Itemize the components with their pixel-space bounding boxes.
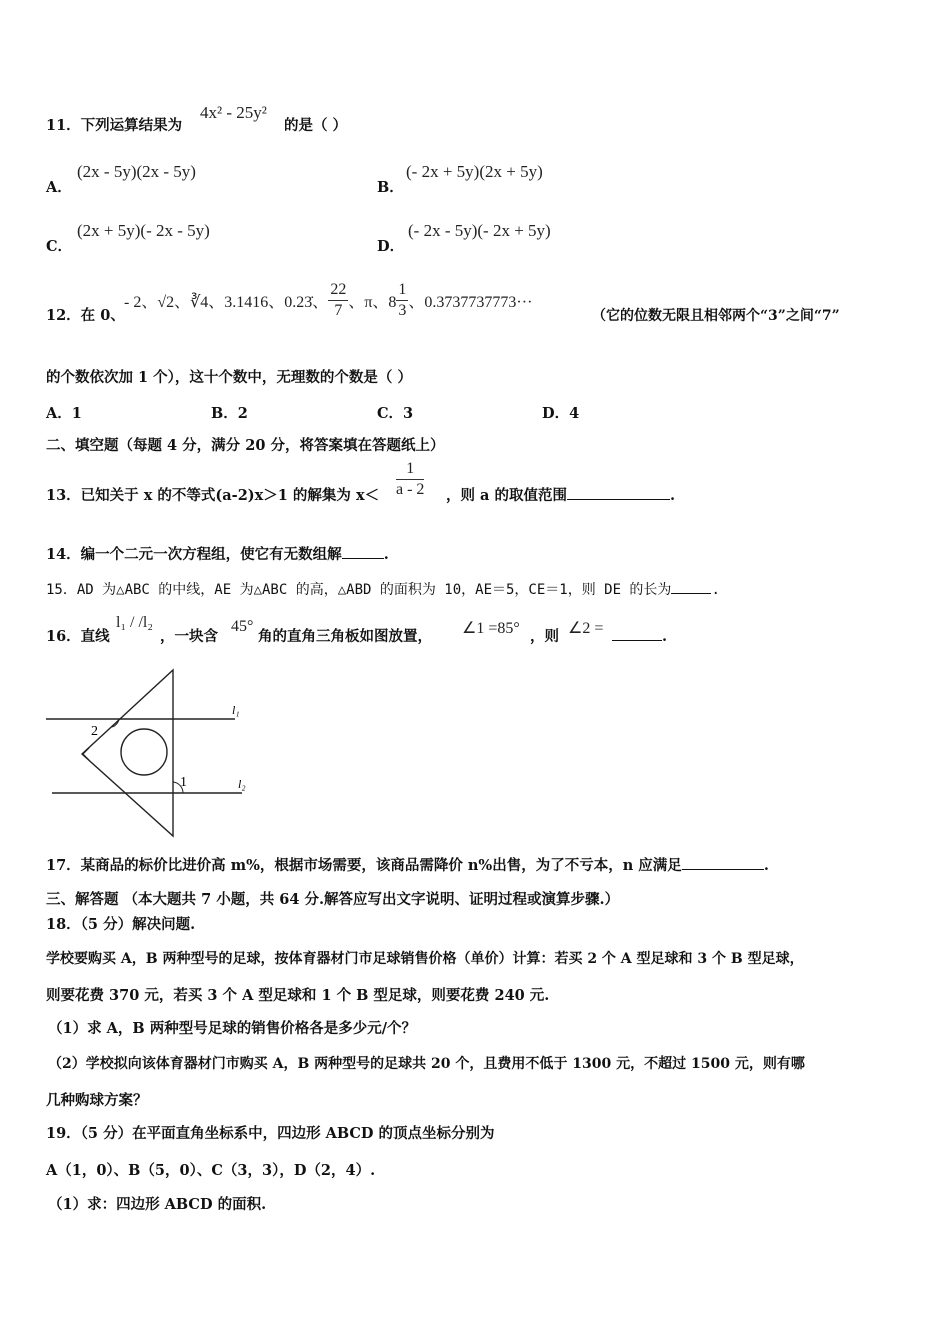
q13-stem-post <box>446 486 675 506</box>
label-l1: l₁ <box>232 703 240 717</box>
q14-answer-blank[interactable] <box>342 558 384 559</box>
q12-option-a: A．1 <box>46 405 82 422</box>
q16-expr-parallel: l₁ / /l₂ <box>116 614 153 631</box>
q11-option-b-label: B． <box>377 179 404 196</box>
q16-p1: 16．直线 <box>46 628 110 645</box>
set-square-triangle <box>82 670 173 836</box>
q11-option-d-label: D． <box>377 238 405 255</box>
q17-end: . <box>763 857 769 874</box>
q16-p2: ，一块含 <box>160 628 218 645</box>
q12-fraction-1-3 <box>396 280 408 321</box>
q16-expr-angle1: ∠1 =85° <box>462 620 520 637</box>
q11-stem-pre: 11．下列运算结果为 <box>46 117 183 134</box>
q15-end: . <box>711 582 720 598</box>
q16-expr-45: 45° <box>231 618 254 635</box>
q16-end: . <box>662 628 668 645</box>
q15-answer-blank[interactable] <box>671 593 711 594</box>
q12-option-c: C．3 <box>377 405 414 422</box>
q12-fraction-22-7 <box>328 280 348 321</box>
q13-fraction-body <box>396 459 424 500</box>
q19-title: 19．（5 分）在平面直角坐标系中，四边形 ABCD 的顶点坐标分别为 <box>46 1125 495 1142</box>
q13-frac-numerator: 1 <box>396 459 424 480</box>
set-square-hole <box>121 729 167 775</box>
q18-sub2b: 几种购球方案？ <box>46 1092 148 1109</box>
q19-coords: A（1，0）、B（5，0）、C（3，3），D（2，4）. <box>46 1162 376 1179</box>
q16-answer-blank[interactable] <box>612 640 662 641</box>
section-3-heading: 三、解答题 （本大题共 7 小题，共 64 分.解答应写出文字说明、证明过程或演算步骤.） <box>46 891 620 908</box>
q12-numbers-c: 、0.3737737773··· <box>408 294 533 311</box>
q11-option-c-label: C． <box>46 238 73 255</box>
q13-fraction <box>396 459 424 500</box>
q11-stem <box>46 116 182 136</box>
q14-end: . <box>383 546 389 563</box>
q15 <box>46 580 720 600</box>
q13-stem-post-text: ，则 a 的取值范围 <box>446 487 567 504</box>
q12-frac1-denominator: 7 <box>334 302 343 319</box>
q12-option-d: D．4 <box>542 405 580 422</box>
q17 <box>46 856 769 876</box>
q11-expression: 4x² - 25y² <box>200 103 267 122</box>
q12-frac1-numerator: 22 <box>328 280 348 301</box>
q12-line2: 的个数依次加 1 个），这十个数中，无理数的个数是（ ） <box>46 369 412 386</box>
q12-frac2-denominator: 3 <box>398 302 407 319</box>
q16-answer <box>612 627 667 647</box>
q18-line1: 学校要购买 A，B 两种型号的足球，按体育器材门市足球销售价格（单价）计算：若买 2 个 A 型足球和 3 个 B 型足球， <box>46 951 804 967</box>
q13-answer-blank[interactable] <box>567 499 670 500</box>
q16-p4: ，则 <box>530 628 559 645</box>
q12-frac2-numerator: 1 <box>396 280 408 301</box>
q18-sub2a: （2）学校拟向该体育器材门市购买 A，B 两种型号的足球共 20 个，且费用不低于 1300 元，不超过 1500 元，则有哪 <box>48 1056 805 1072</box>
q14-text: 14．编一个二元一次方程组，使它有无数组解 <box>46 546 342 563</box>
q12-numbers-a: - 2、√2、∛4、3.1416、0.23̇、 <box>124 294 329 311</box>
q11-option-a-label: A． <box>46 179 72 196</box>
q19-sub1: （1）求：四边形 ABCD 的面积. <box>48 1196 267 1213</box>
q12-stem-post: （它的位数无限且相邻两个“3”之间“7” <box>592 308 840 324</box>
q18-title: 18．（5 分）解决问题. <box>46 916 196 933</box>
label-angle-1: 1 <box>180 775 187 790</box>
label-l2: l₂ <box>238 777 246 791</box>
q11-option-b-expr: (- 2x + 5y)(2x + 5y) <box>406 162 543 181</box>
q18-line2: 则要花费 370 元，若买 3 个 A 型足球和 1 个 B 型足球，则要花费 240 元. <box>46 987 550 1004</box>
q12-option-b: B．2 <box>211 405 248 422</box>
q11-stem-post: 的是（ ） <box>284 117 348 134</box>
q13-frac-denominator: a - 2 <box>396 481 425 498</box>
q17-answer-blank[interactable] <box>682 869 764 870</box>
q11-option-d-expr: (- 2x - 5y)(- 2x + 5y) <box>408 221 551 240</box>
q12-stem-pre: 12．在 0、 <box>46 307 125 324</box>
q16-p3: 角的直角三角板如图放置， <box>258 628 432 645</box>
q12-numbers <box>124 280 532 321</box>
q17-text: 17．某商品的标价比进价高 m%，根据市场需要，该商品需降价 n%出售，为了不亏本，n 应满足 <box>46 857 682 874</box>
q11-option-c-expr: (2x + 5y)(- 2x - 5y) <box>77 221 210 240</box>
q15-text: 15．AD 为△ABC 的中线，AE 为△ABC 的高，△ABD 的面积为 10，AE＝5，CE＝1，则 DE 的长为 <box>46 582 672 598</box>
triangle-figure <box>40 664 270 844</box>
q16-expr-angle2: ∠2 = <box>568 620 604 637</box>
q11-option-a-expr: (2x - 5y)(2x - 5y) <box>77 162 196 181</box>
q13-end: . <box>670 487 676 504</box>
q13-stem-pre: 13．已知关于 x 的不等式(a-2)x＞1 的解集为 x＜ <box>46 487 380 504</box>
q12-numbers-b: 、π、8 <box>348 294 397 311</box>
q14 <box>46 545 389 565</box>
label-angle-2: 2 <box>91 724 98 739</box>
section-2-heading: 二、填空题（每题 4 分，满分 20 分，将答案填在答题纸上） <box>46 437 445 454</box>
q18-sub1: （1）求 A，B 两种型号足球的销售价格各是多少元/个？ <box>48 1020 416 1037</box>
